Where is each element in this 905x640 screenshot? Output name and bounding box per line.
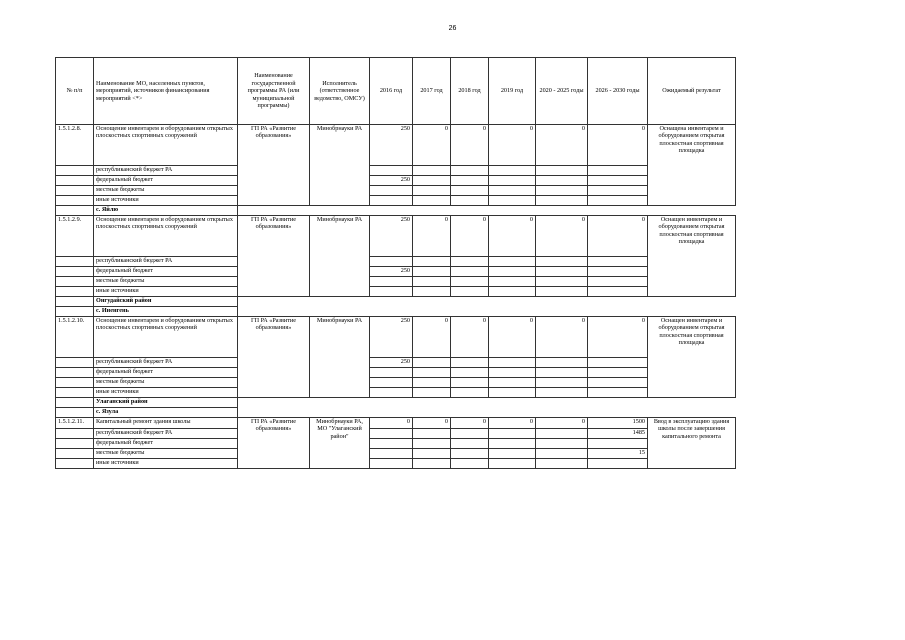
row-executor: Минобрнауки РА: [310, 317, 370, 398]
table-row: [56, 216, 736, 257]
source-label: местные бюджеты: [94, 449, 238, 459]
value-2026-2030: 0: [588, 317, 648, 358]
row-result: Оснащен инвентарем и оборудованием открытая плоскостная спортивная площадка: [648, 216, 736, 297]
row-result: Ввод в эксплуатацию здания школы после завершения капитального ремонта: [648, 418, 736, 469]
source-label: республиканский бюджет РА: [94, 358, 238, 368]
row-program: ГП РА «Развитие образования»: [238, 418, 310, 469]
row-result: Оснащен инвентарем и оборудованием открытая плоскостная спортивная площадка: [648, 317, 736, 398]
value-2019: 0: [489, 317, 536, 358]
source-label: иные источники: [94, 388, 238, 398]
value-2019: 0: [489, 125, 536, 166]
table-row: [56, 186, 736, 196]
table-row: [56, 358, 736, 368]
value-2020-2025: 0: [536, 216, 588, 257]
value-2016: 250: [370, 267, 413, 277]
row-name: Оснощение инвентарем и оборудованием открытых плоскостных спортивных сооружений: [94, 317, 238, 358]
value-2016: 250: [370, 125, 413, 166]
table-row: [56, 418, 736, 429]
row-name: Капитальный ремонт здания школы: [94, 418, 238, 429]
table-row: [56, 388, 736, 398]
section-label: с. Яйлю: [94, 206, 238, 216]
row-num: 1.5.1.2.11.: [56, 418, 94, 429]
source-label: местные бюджеты: [94, 378, 238, 388]
district-row: [56, 398, 736, 408]
source-label: республиканский бюджет РА: [94, 257, 238, 267]
source-label: федеральный бюджет: [94, 267, 238, 277]
value-2016: 0: [370, 418, 413, 429]
row-num: 1.5.1.2.10.: [56, 317, 94, 358]
value-2026-2030: 0: [588, 216, 648, 257]
value-2016: 250: [370, 358, 413, 368]
header-num: № п/п: [56, 58, 94, 125]
row-name: Оснощение инвентарем и оборудованием открытых плоскостных спортивных сооружений: [94, 125, 238, 166]
row-program: ГП РА «Развитие образования»: [238, 216, 310, 297]
row-num: 1.5.1.2.8.: [56, 125, 94, 166]
source-label: республиканский бюджет РА: [94, 166, 238, 176]
table-row: [56, 287, 736, 297]
table-row: [56, 378, 736, 388]
section-row: [56, 408, 736, 418]
source-label: местные бюджеты: [94, 277, 238, 287]
value-2020-2025: 0: [536, 125, 588, 166]
district-label: Улаганский район: [94, 398, 238, 408]
value-2016: 250: [370, 176, 413, 186]
source-label: республиканский бюджет РА: [94, 429, 238, 439]
value-2026-2030: 0: [588, 125, 648, 166]
header-2018: 2018 год: [451, 58, 489, 125]
table-row: [56, 439, 736, 449]
table-row: [56, 459, 736, 469]
value-2020-2025: 0: [536, 418, 588, 429]
value-2026-2030: 1500: [588, 418, 648, 429]
value-2017: 0: [413, 125, 451, 166]
value-2026-2030: 15: [588, 449, 648, 459]
row-result: Оснащена инвентарем и оборудованием открытая плоскостная спортивная площадка: [648, 125, 736, 206]
source-label: федеральный бюджет: [94, 439, 238, 449]
value-2019: 0: [489, 418, 536, 429]
source-label: местные бюджеты: [94, 186, 238, 196]
value-2018: 0: [451, 418, 489, 429]
value-2017: 0: [413, 418, 451, 429]
row-program: ГП РА «Развитие образования»: [238, 317, 310, 398]
header-2020-2025: 2020 - 2025 годы: [536, 58, 588, 125]
value-2019: 0: [489, 216, 536, 257]
table-row: [56, 166, 736, 176]
table-row: [56, 449, 736, 459]
value-2017: 0: [413, 317, 451, 358]
row-name: Оснощение инвентарем и оборудованием открытых плоскостных спортивных сооружений: [94, 216, 238, 257]
section-row: [56, 307, 736, 317]
table-row: [56, 317, 736, 358]
header-result: Ожидаемый результат: [648, 58, 736, 125]
row-executor: Минобрнауки РА, МО "Улаганский район": [310, 418, 370, 469]
section-label: с. Язула: [94, 408, 238, 418]
table-row: [56, 125, 736, 166]
row-executor: Минобрнауки РА: [310, 125, 370, 206]
value-2016: 250: [370, 317, 413, 358]
table-row: [56, 257, 736, 267]
page-number: 26: [448, 25, 457, 32]
header-program: Наименование государственной программы РА (или муниципальной программы): [238, 58, 310, 125]
value-2018: 0: [451, 125, 489, 166]
header-2019: 2019 год: [489, 58, 536, 125]
value-2026-2030: 1485: [588, 429, 648, 439]
header-2016: 2016 год: [370, 58, 413, 125]
value-2016: 250: [370, 216, 413, 257]
value-2018: 0: [451, 216, 489, 257]
source-label: иные источники: [94, 287, 238, 297]
source-label: федеральный бюджет: [94, 368, 238, 378]
section-row: [56, 206, 736, 216]
section-label: с. Иненгень: [94, 307, 238, 317]
table-row: [56, 176, 736, 186]
row-executor: Минобрнауки РА: [310, 216, 370, 297]
district-row: [56, 297, 736, 307]
value-2018: 0: [451, 317, 489, 358]
value-2017: 0: [413, 216, 451, 257]
source-label: иные источники: [94, 459, 238, 469]
district-label: Онгудайский район: [94, 297, 238, 307]
header-row: [56, 58, 736, 125]
source-label: иные источники: [94, 196, 238, 206]
table-row: [56, 277, 736, 287]
program-table: [55, 57, 736, 469]
row-num: 1.5.1.2.9.: [56, 216, 94, 257]
header-2017: 2017 год: [413, 58, 451, 125]
header-2026-2030: 2026 - 2030 годы: [588, 58, 648, 125]
value-2020-2025: 0: [536, 317, 588, 358]
header-name: Наименование МО, населенных пунктов, мероприятий, источников финансирования мероприятий <*>: [94, 58, 238, 125]
header-executor: Исполнитель (ответственное ведомство, ОМСУ): [310, 58, 370, 125]
source-label: федеральный бюджет: [94, 176, 238, 186]
table-row: [56, 267, 736, 277]
table-row: [56, 429, 736, 439]
table-row: [56, 368, 736, 378]
row-program: ГП РА «Развитие образования»: [238, 125, 310, 206]
table-row: [56, 196, 736, 206]
